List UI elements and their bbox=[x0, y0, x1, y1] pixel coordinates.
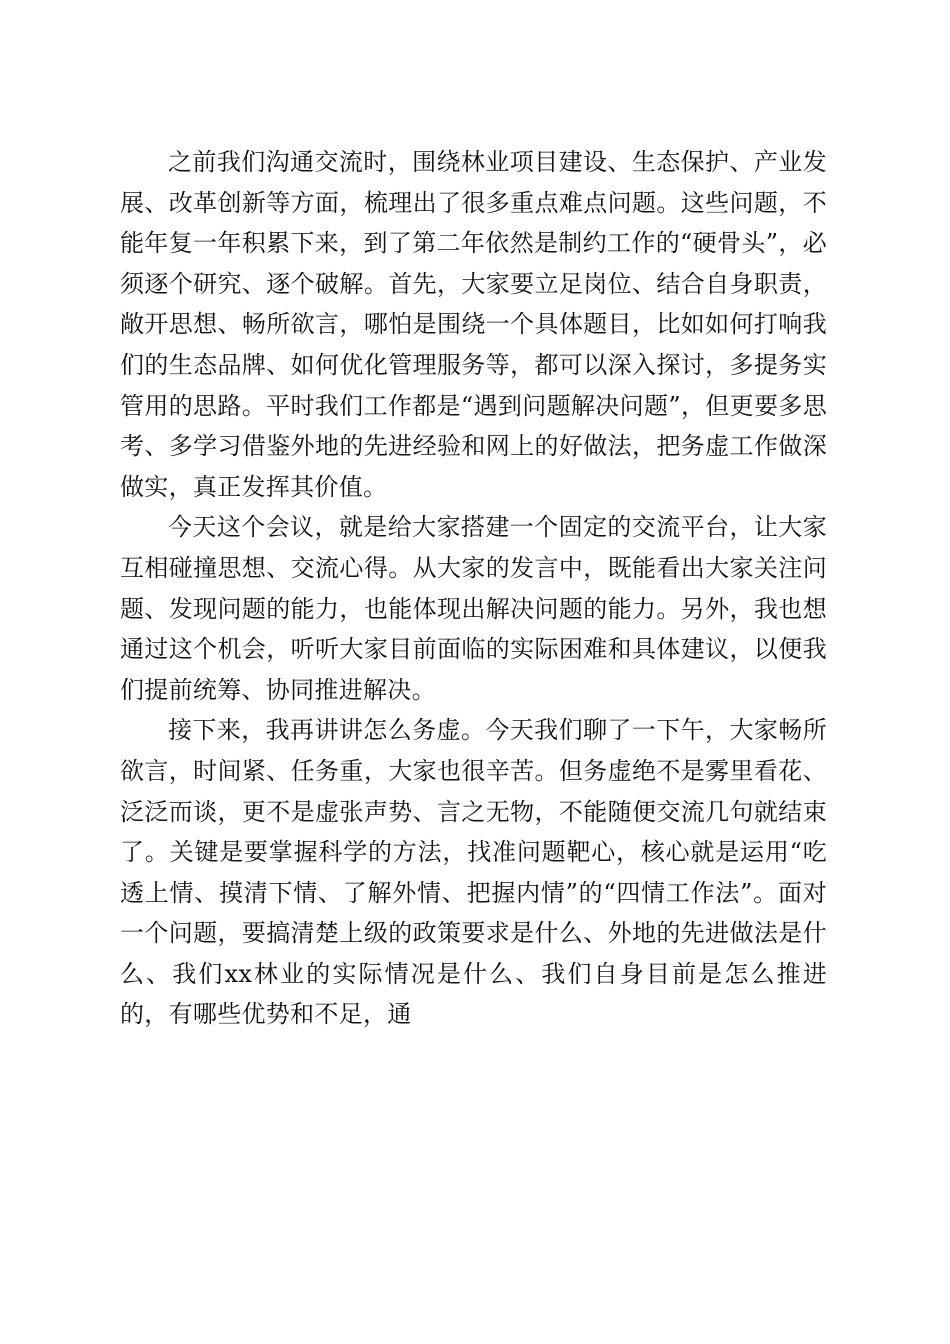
paragraph-meeting-purpose: 今天这个会议，就是给大家搭建一个固定的交流平台，让大家互相碰撞思想、交流心得。从大家的发言中，既能看出大家关注问题、发现问题的能力，也能体现出解决问题的能力。另外，我也想通过这个机会，听听大家目前面临的实际困难和具体建议，以便我们提前统筹、协同推进解决。 bbox=[120, 513, 827, 704]
paragraph-working-method: 接下来，我再讲讲怎么务虚。今天我们聊了一下午，大家畅所欲言，时间紧、任务重，大家也很辛苦。但务虚绝不是雾里看花、泛泛而谈，更不是虚张声势、言之无物，不能随便交流几句就结束了。关键是要掌握科学的方法，找准问题靶心，核心就是运用“吃透上情、摸清下情、了解外情、把握内情”的“四情工作法”。面对一个问题，要搞清楚上级的政策要求是什么、外地的先进做法是什么、我们xx林业的实际情况是什么、我们自身目前是怎么推进的，有哪些优势和不足，通 bbox=[120, 716, 827, 1029]
paragraph-forestry-issues: 之前我们沟通交流时，围绕林业项目建设、生态保护、产业发展、改革创新等方面，梳理出了很多重点难点问题。这些问题，不能年复一年积累下来，到了第二年依然是制约工作的“硬骨头”，必须逐个研究、逐个破解。首先，大家要立足岗位、结合自身职责，敞开思想、畅所欲言，哪怕是围绕一个具体题目，比如如何打响我们的生态品牌、如何优化管理服务等，都可以深入探讨，多提务实管用的思路。平时我们工作都是“遇到问题解决问题”，但更要多思考、多学习借鉴外地的先进经验和网上的好做法，把务虚工作做深做实，真正发挥其价值。 bbox=[120, 148, 827, 501]
document-page bbox=[120, 142, 827, 1035]
